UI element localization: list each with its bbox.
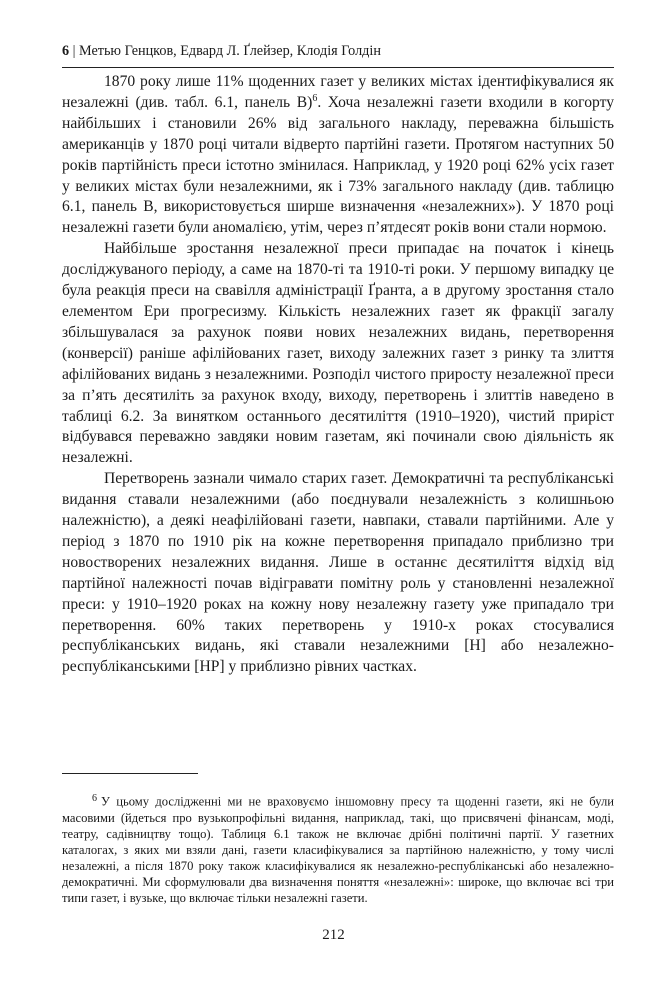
header-rule <box>62 67 614 68</box>
footnote-reference[interactable]: 6 <box>312 92 318 104</box>
header-authors: Метью Генцков, Едвард Л. Ґлейзер, Клодія Голдін <box>79 43 381 59</box>
header-separator: | <box>69 43 80 59</box>
paragraph-3: Перетворень зазнали чимало старих газет. Демократичні та республіканські видання ставали незалежними (або поєднували незалежність з колишньою належністю), а деякі неафілійовані газети, навпаки, ставали партійними. Але у період з 1870 по 1910 рік на кожне перетворення припадало приблизно три новостворених незалежних видання. Лише в останнє десятиліття відхід від партійної належності почав відігравати помітну роль у становленні незалежної преси: у 1910–1920 роках на кожну нову незалежну газету уже припадало три перетворення. 60% таких перетворень у 1910-х роках стосувалися республіканських видань, які ставали незалежними [Н] або незалежно-республіканськими [НР] у приблизно рівних частках. <box>62 470 614 676</box>
paragraph-1-part-2: . Хоча незалежні газети входили в когорту найбільших і становили 26% від загального накладу, переважна більшість американців у 1870 році читали відверто партійні газети. Протягом наступних 50 років партійність преси істотно змінилася. Наприклад, у 1920 році 62% усіх газет у великих містах були незалежними, як і 73% загального накладу (див. таблицю 6.1, панель В, використовується ширше визначення «незалежних»). У 1870 році незалежні газети були аномалією, утім, через п’ятдесят років вони стали нормою. <box>62 93 614 237</box>
running-head <box>62 41 614 61</box>
page-folio: 212 <box>322 927 345 943</box>
paragraph-2: Найбільше зростання незалежної преси припадає на початок і кінець досліджуваного періоду, а саме на 1870-ті та 1910-ті роки. У першому випадку це була реакція преси на свавілля адміністрації Ґранта, а в другому зростання стало елементом Ери прогресизму. Кількість незалежних газет як фракції загалу збільшувалася за рахунок появи нових незалежних видань, перетворення (конверсії) раніше афілійованих газет, виходу залежних газет з ринку та злиття афілійованих видань з незалежними. Розподіл чистого приросту незалежної преси за п’ять десятиліть за рахунок входу, виходу, перетворень і злиттів наведено в таблиці 6.2. За винятком останнього десятиліття (1910–1920), чистий приріст відбувався переважно завдяки новим газетам, які починали свою діяльність як незалежні. <box>62 240 614 467</box>
footnote-marker: 6 <box>92 793 97 804</box>
footnote <box>62 791 614 906</box>
header-page-number: 6 <box>62 43 70 59</box>
footnote-text: У цьому дослідженні ми не враховуємо іншомовну пресу та щоденні газети, які не були масовими (йдеться про вузькопрофільні видання, наприклад, такі, що присвячені фінансам, моді, театру, садівництву тощо). Таблиця 6.1 також не включає дрібні політичні партії. У газетних каталогах, з яких ми взяли дані, газети класифікувалися за партійною належністю, у тому числі незалежні, а після 1870 року також класифікувалися як незалежно-республіканські або незалежно-демократичні. Ми сформулювали два визначення поняття «незалежні»: широке, що включає всі три типи газет, і вузьке, що включає тільки незалежні газети. <box>62 794 614 906</box>
footnote-rule <box>62 773 198 774</box>
paragraph-1 <box>62 72 614 239</box>
main-text <box>62 72 614 678</box>
paragraph-1-part-1: 1870 року лише 11% щоденних газет у великих містах ідентифікувалися як незалежні (див. табл. 6.1, панель В) <box>62 73 614 111</box>
